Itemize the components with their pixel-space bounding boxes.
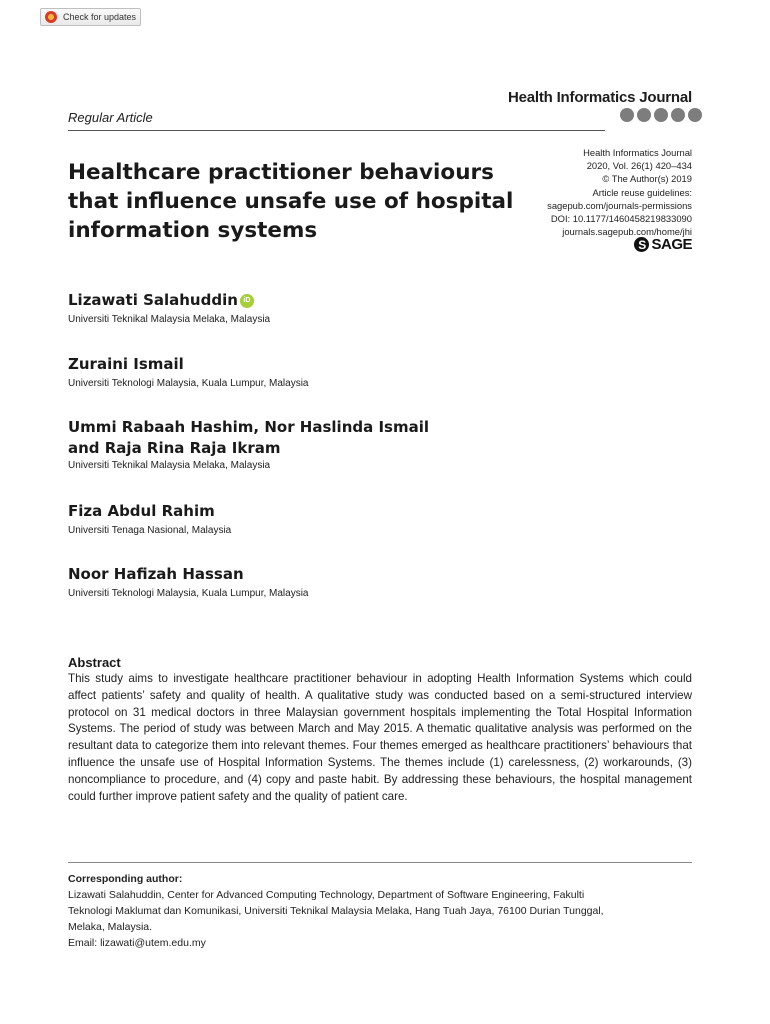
journal-brand: Health Informatics Journal [507,89,692,106]
author-name: Noor Hafizah Hassan [68,565,244,583]
corresponding-email[interactable]: Email: lizawati@utem.edu.my [68,937,206,949]
author-name: Zuraini Ismail [68,355,184,373]
header-rule [68,130,605,131]
corresponding-address-line: Lizawati Salahuddin, Center for Advanced Computing Technology, Department of Software Engineering, Fakulti [68,889,585,901]
meta-reuse-link[interactable]: sagepub.com/journals-permissions [547,199,692,211]
check-for-updates-button[interactable] [40,8,141,26]
author-block [68,290,270,327]
orcid-icon[interactable]: iD [240,294,254,308]
author-affiliation: Universiti Teknikal Malaysia Melaka, Malaysia [68,314,271,325]
sage-logo [634,236,692,253]
crossmark-icon [45,11,57,23]
author-affiliation: Universiti Tenaga Nasional, Malaysia [68,525,232,536]
author-block [68,564,308,601]
dot-icon [637,108,651,122]
abstract-text: This study aims to investigate healthcare practitioner behaviour in adopting Health Information Systems which could affect patients’ safety and quality of health. A qualitative study was conducted based on a semi-structured interview protocol on 31 medical doctors in three Malaysian government hospitals implementing the Total Hospital Information Systems. The period of study was between March and May 2015. A thematic qualitative analysis was performed on the resultant data to categorize them into relevant themes. Four themes emerged as healthcare practitioners’ behaviours that influence the unsafe use of Hospital Information Systems. The themes include (1) carelessness, (2) workarounds, (3) noncompliance to procedure, and (4) copy and paste habit. By addressing these behaviours, the hospital management could further improve patient safety and the quality of patient care. [68,672,692,803]
author-affiliation: Universiti Teknologi Malaysia, Kuala Lumpur, Malaysia [68,588,309,599]
author-names-line: and Raja Rina Raja Ikram [68,439,281,457]
sage-s-icon: S [634,237,649,252]
corresponding-heading: Corresponding author: [68,873,183,885]
corresponding-author [68,871,692,951]
publisher-name: SAGE [651,236,692,253]
author-affiliation: Universiti Teknologi Malaysia, Kuala Lumpur, Malaysia [68,378,309,389]
author-block [68,501,231,538]
author-name: Fiza Abdul Rahim [68,502,215,520]
author-names-line: Ummi Rabaah Hashim, Nor Haslinda Ismail [68,418,430,436]
check-for-updates-label: Check for updates [63,12,137,22]
author-name: Lizawati Salahuddin [68,291,238,309]
meta-doi[interactable]: DOI: 10.1177/1460458219833090 [550,213,692,225]
meta-volume: 2020, Vol. 26(1) 420–434 [586,160,692,172]
dot-icon [620,108,634,122]
abstract-heading: Abstract [68,655,121,670]
dot-icon [688,108,702,122]
meta-journal-url[interactable]: journals.sagepub.com/home/jhi [562,226,692,238]
journal-dots-decoration [620,108,702,122]
journal-metadata [432,146,692,238]
dot-icon [654,108,668,122]
meta-journal: Health Informatics Journal [583,147,692,158]
author-block [68,417,429,473]
author-affiliation: Universiti Teknikal Malaysia Melaka, Malaysia [68,460,271,471]
article-title: Healthcare practitioner behaviours that influence unsafe use of hospital information systems [68,160,514,243]
abstract-section [68,654,692,805]
article-type: Regular Article [68,110,153,125]
meta-reuse-label: Article reuse guidelines: [592,186,692,198]
corresponding-address-line: Melaka, Malaysia. [68,921,153,933]
meta-copyright: © The Author(s) 2019 [602,173,692,185]
dot-icon [671,108,685,122]
footer-rule [68,862,692,863]
author-block [68,354,308,391]
corresponding-address-line: Teknologi Maklumat dan Komunikasi, Universiti Teknikal Malaysia Melaka, Hang Tuah Jaya, 76100 Durian Tunggal, [68,905,604,917]
